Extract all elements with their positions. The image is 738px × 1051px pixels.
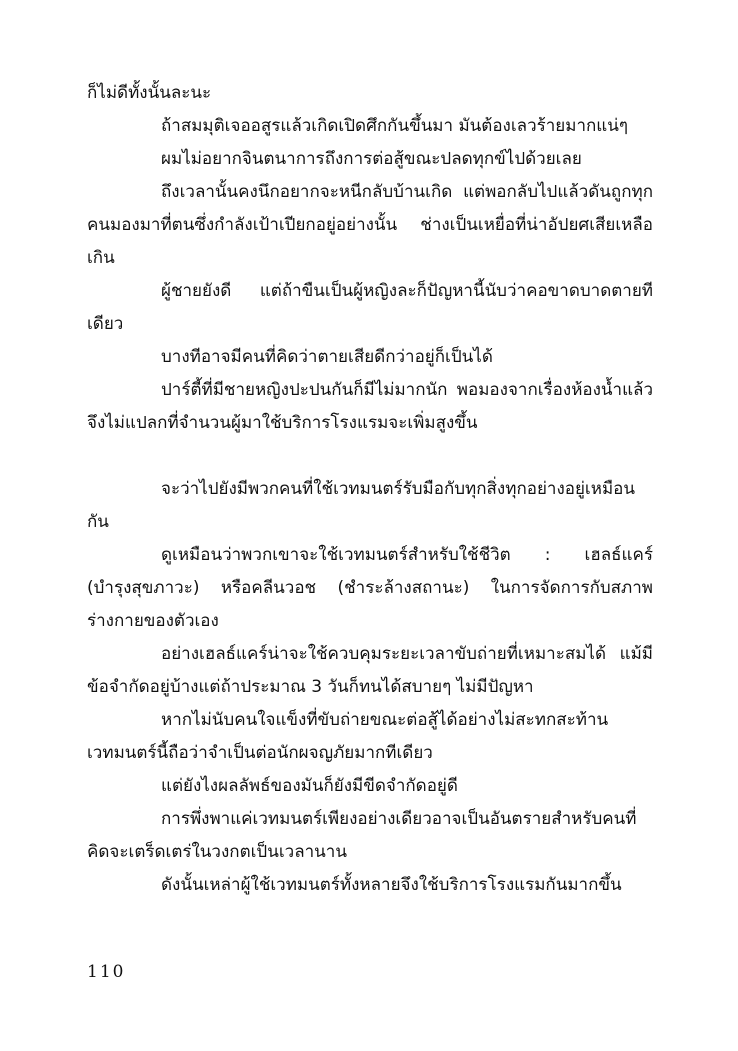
paragraph-9: ดูเหมือนว่าพวกเขาจะใช้เวทมนตร์สำหรับใช้ชีวิต : เฮลธ์แคร์ (บำรุงสุขภาวะ) หรือคลีนวอช (ชำระล้างสถานะ) ในการจัดการกับสภาพร่างกายของตัวเอง bbox=[87, 545, 653, 631]
paragraph-2: ถ้าสมมุติเจออสูรแล้วเกิดเปิดศึกกันขึ้นมา มันต้องเลวร้ายมากแน่ๆ bbox=[161, 116, 629, 136]
paragraph-13: การพึ่งพาแค่เวทมนตร์เพียงอย่างเดียวอาจเป็นอันตรายสำหรับคนที่คิดจะเตร็ดเตร่ในวงกตเป็นเวลานาน bbox=[87, 809, 637, 862]
paragraph-10: อย่างเฮลธ์แคร์น่าจะใช้ควบคุมระยะเวลาขับถ่ายที่เหมาะสมได้ แม้มีข้อจำกัดอยู่บ้างแต่ถ้าประมาณ 3 วันก็ทนได้สบายๆ ไม่มีปัญหา bbox=[87, 644, 653, 697]
paragraph-14: ดังนั้นเหล่าผู้ใช้เวทมนตร์ทั้งหลายจึงใช้บริการโรงแรมกันมากขึ้น bbox=[161, 875, 622, 895]
paragraph-1: ก็ไม่ดีทั้งนั้นละนะ bbox=[87, 83, 212, 103]
paragraph-6: บางทีอาจมีคนที่คิดว่าตายเสียดีกว่าอยู่ก็เป็นได้ bbox=[161, 347, 493, 367]
paragraph-8: จะว่าไปยังมีพวกคนที่ใช้เวทมนตร์รับมือกับทุกสิ่งทุกอย่างอยู่เหมือนกัน bbox=[87, 479, 635, 532]
paragraph-5: ผู้ชายยังดี แต่ถ้าขืนเป็นผู้หญิงละก็ปัญหานี้นับว่าคอขาดบาดตายทีเดียว bbox=[87, 281, 653, 334]
body-text bbox=[87, 77, 653, 902]
paragraph-11: หากไม่นับคนใจแข็งที่ขับถ่ายขณะต่อสู้ได้อย่างไม่สะทกสะท้าน เวทมนตร์นี้ถือว่าจำเป็นต่อนักผจญภัยมากทีเดียว bbox=[87, 710, 609, 763]
page-number: 110 bbox=[87, 962, 126, 982]
paragraph-4: ถึงเวลานั้นคงนึกอยากจะหนีกลับบ้านเกิด แต่พอกลับไปแล้วดันถูกทุกคนมองมาที่ตนซึ่งกำลังเป้าเปียกอยู่อย่างนั้น ช่างเป็นเหยื่อที่น่าอัปยศเสียเหลือเกิน bbox=[87, 182, 653, 268]
paragraph-3: ผมไม่อยากจินตนาการถึงการต่อสู้ขณะปลดทุกข์ไปด้วยเลย bbox=[161, 149, 582, 169]
paragraph-7: ปาร์ตี้ที่มีชายหญิงปะปนกันก็มีไม่มากนัก พอมองจากเรื่องห้องน้ำแล้วจึงไม่แปลกที่จำนวนผู้มาใช้บริการโรงแรมจะเพิ่มสูงขึ้น bbox=[87, 380, 653, 433]
paragraph-12: แต่ยังไงผลลัพธ์ของมันก็ยังมีขีดจำกัดอยู่ดี bbox=[161, 776, 458, 796]
